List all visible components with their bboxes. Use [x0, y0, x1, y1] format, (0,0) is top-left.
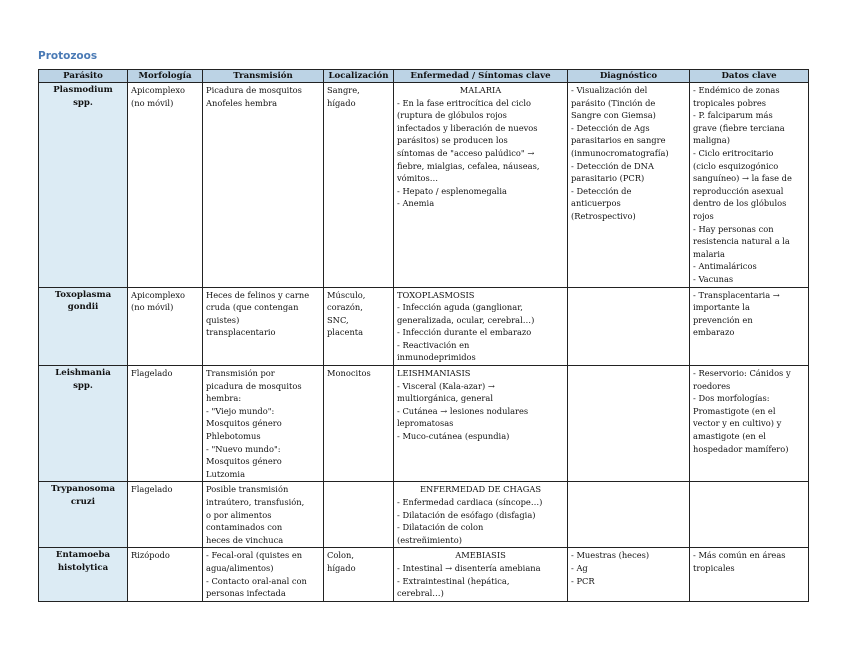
key-data-line: - Dos morfologías: [693, 393, 770, 404]
parasite-name-line: spp. [73, 97, 93, 108]
parasite-name-line: Leishmania [55, 368, 111, 379]
diagnosis-line: parasitarios en sangre [571, 135, 666, 146]
parasite-name-line: Entamoeba [55, 550, 111, 561]
parasite-cell [39, 548, 128, 601]
key-data-line: prevención en [693, 314, 753, 325]
location-line: hígado [327, 97, 356, 108]
table-row [39, 83, 809, 288]
disease-title: LEISHMANIASIS [397, 368, 471, 379]
key-data-line: - Transplacentaria → [693, 289, 780, 300]
transmission-line: personas infectada [206, 588, 286, 599]
key-data-line: resistencia natural a la [693, 236, 790, 247]
transmission-line: contaminados con [206, 522, 283, 533]
transmission-line: Picadura de mosquitos [206, 85, 302, 95]
disease-line: infectados y liberación de nuevos [397, 122, 538, 133]
disease-cell [394, 83, 568, 288]
location-cell [324, 83, 394, 288]
key-data-cell [690, 366, 809, 482]
transmission-line: - "Nuevo mundo": [206, 443, 281, 454]
location-cell [324, 366, 394, 482]
disease-line: inmunodeprimidos [397, 352, 476, 363]
morphology-line: Apicomplexo [131, 85, 186, 95]
transmission-line: Lutzomia [206, 468, 246, 479]
key-data-cell [690, 548, 809, 601]
column-header: Enfermedad / Síntomas clave [394, 70, 568, 83]
diagnosis-line: (Retrospectivo) [571, 210, 636, 221]
disease-line: - Dilatación de esófago (disfagia) [397, 509, 536, 520]
disease-line: - Enfermedad cardiaca (síncope…) [397, 497, 543, 507]
key-data-cell [690, 83, 809, 288]
disease-title: ENFERMEDAD DE CHAGAS [419, 484, 542, 495]
location-line: Sangre, [327, 85, 360, 95]
morphology-line: Flagelado [131, 484, 173, 495]
column-header: Datos clave [690, 70, 809, 83]
diagnosis-cell [568, 83, 690, 288]
location-line: corazón, [327, 302, 363, 313]
key-data-cell [690, 287, 809, 366]
disease-line: parásitos) se producen los [397, 135, 508, 146]
key-data-line: (ciclo esquizogónico [693, 160, 779, 171]
key-data-line: dentro de los glóbulos [693, 198, 787, 209]
key-data-line: tropicales [693, 562, 735, 573]
morphology-line: Apicomplexo [131, 289, 186, 300]
parasite-name-line: spp. [73, 380, 93, 391]
disease-line: (estreñimiento) [397, 534, 462, 545]
morphology-line: Flagelado [131, 368, 173, 379]
diagnosis-line: - Muestras (heces) [571, 550, 650, 561]
disease-line: - Anemia [397, 198, 435, 209]
disease-line: - Infección aguda (ganglionar, [397, 302, 523, 313]
transmission-line: o por alimentos [206, 509, 272, 520]
location-line: SNC, [327, 314, 349, 325]
location-line: hígado [327, 562, 356, 573]
location-cell [324, 482, 394, 548]
transmission-line: - Contacto oral-anal con [206, 575, 307, 586]
diagnosis-line: - Detección de DNA [571, 160, 654, 171]
transmission-line: Heces de felinos y carne [206, 289, 310, 300]
transmission-line: Posible transmisión [206, 484, 289, 495]
key-data-line: vector y en cultivo) y [693, 418, 782, 429]
transmission-cell [203, 366, 324, 482]
morphology-cell [128, 83, 203, 288]
diagnosis-cell [568, 366, 690, 482]
key-data-line: - Hay personas con [693, 223, 774, 234]
location-line: placenta [327, 327, 364, 338]
diagnosis-line: - Visualización del [571, 85, 648, 95]
parasite-cell [39, 482, 128, 548]
key-data-line: - Endémico de zonas [693, 85, 780, 95]
transmission-line: - Fecal-oral (quistes en [206, 550, 303, 561]
key-data-cell [690, 482, 809, 548]
transmission-cell [203, 287, 324, 366]
disease-line: síntomas de "acceso palúdico" → [397, 147, 535, 158]
diagnosis-line: Sangre con Giemsa) [571, 110, 656, 121]
disease-line: - En la fase eritrocítica del ciclo [397, 97, 531, 108]
transmission-line: quistes) [206, 314, 240, 325]
morphology-cell [128, 482, 203, 548]
key-data-line: maligna) [693, 135, 730, 146]
key-data-line: roedores [693, 380, 731, 391]
disease-line: fiebre, mialgias, cefalea, náuseas, [397, 160, 540, 171]
diagnosis-cell [568, 548, 690, 601]
disease-line: - Infección durante el embarazo [397, 327, 532, 338]
key-data-line: - Antimaláricos [693, 261, 757, 272]
diagnosis-line: - PCR [571, 575, 595, 586]
section-title: Protozoos [38, 50, 98, 62]
key-data-line: malaria [693, 248, 725, 259]
parasite-cell [39, 83, 128, 288]
parasite-cell [39, 366, 128, 482]
transmission-line: hembra: [206, 393, 242, 404]
diagnosis-line: parásito (Tinción de [571, 97, 656, 108]
disease-title: TOXOPLASMOSIS [397, 289, 475, 300]
table-row [39, 482, 809, 548]
disease-title: MALARIA [459, 85, 502, 95]
parasite-name-line: gondii [67, 302, 99, 313]
diagnosis-line: - Ag [571, 562, 588, 573]
diagnosis-cell [568, 482, 690, 548]
transmission-cell [203, 83, 324, 288]
diagnosis-line: anticuerpos [571, 198, 621, 209]
key-data-line: - P. falciparum más [693, 110, 773, 121]
column-header: Localización [324, 70, 394, 83]
transmission-line: heces de vinchuca [206, 534, 284, 545]
transmission-line: intraútero, transfusión, [206, 497, 305, 507]
table-row [39, 366, 809, 482]
diagnosis-line: (inmunocromatografía) [571, 147, 669, 158]
disease-title: AMEBIASIS [455, 550, 506, 561]
transmission-cell [203, 548, 324, 601]
disease-line: vómitos… [397, 173, 439, 184]
disease-cell [394, 287, 568, 366]
table-header-row [39, 70, 809, 83]
location-line: Colon, [327, 550, 354, 561]
morphology-cell [128, 548, 203, 601]
key-data-line: grave (fiebre terciana [693, 122, 785, 133]
disease-line: - Extraintestinal (hepática, [397, 575, 510, 586]
parasite-name-line: cruzi [70, 497, 96, 507]
table-row [39, 287, 809, 366]
key-data-line: - Ciclo eritrocitario [693, 147, 774, 158]
key-data-line: reproducción asexual [693, 185, 784, 196]
disease-line: - Hepato / esplenomegalia [397, 185, 507, 196]
disease-line: cerebral…) [397, 588, 444, 599]
disease-line: - Reactivación en [397, 339, 470, 350]
morphology-line: Rizópodo [131, 550, 170, 561]
location-line: Músculo, [327, 289, 366, 300]
disease-line: - Intestinal → disentería amebiana [397, 562, 541, 573]
parasite-name-line: histolytica [57, 562, 109, 573]
morphology-line: (no móvil) [131, 97, 174, 108]
key-data-line: amastigote (en el [693, 431, 766, 442]
key-data-line: embarazo [693, 327, 735, 338]
disease-line: - Cutánea → lesiones nodulares [397, 405, 529, 416]
location-line: Monocitos [327, 368, 371, 379]
disease-cell [394, 482, 568, 548]
column-header: Diagnóstico [568, 70, 690, 83]
column-header: Morfología [128, 70, 203, 83]
table-row [39, 548, 809, 601]
column-header: Parásito [39, 70, 128, 83]
transmission-line: transplacentario [206, 327, 276, 338]
key-data-line: Promastigote (en el [693, 405, 776, 416]
key-data-line: importante la [693, 302, 750, 313]
disease-cell [394, 548, 568, 601]
location-cell [324, 287, 394, 366]
protozoa-table [38, 69, 809, 602]
transmission-line: picadura de mosquitos [206, 380, 302, 391]
diagnosis-line: - Detección de Ags [571, 122, 650, 133]
key-data-line: rojos [693, 210, 714, 221]
column-header: Transmisión [203, 70, 324, 83]
key-data-line: tropicales pobres [693, 97, 767, 108]
key-data-line: - Reservorio: Cánidos y [693, 368, 791, 379]
transmission-line: cruda (que contengan [206, 302, 299, 313]
key-data-line: sanguíneo) → la fase de [693, 173, 792, 184]
transmission-line: Transmisión por [206, 368, 275, 379]
transmission-line: Anofeles hembra [206, 97, 278, 108]
parasite-name-line: Toxoplasma [54, 289, 112, 300]
transmission-cell [203, 482, 324, 548]
disease-line: generalizada, ocular, cerebral…) [397, 314, 535, 325]
diagnosis-line: parasitario (PCR) [571, 173, 645, 184]
location-cell [324, 548, 394, 601]
diagnosis-line: - Detección de [571, 185, 632, 196]
parasite-cell [39, 287, 128, 366]
parasite-name-line: Trypanosoma [50, 484, 116, 495]
transmission-line: Mosquitos género [206, 456, 282, 467]
disease-line: (ruptura de glóbulos rojos [397, 110, 507, 121]
morphology-line: (no móvil) [131, 302, 174, 313]
transmission-line: - "Viejo mundo": [206, 405, 275, 416]
disease-line: multiorgánica, general [397, 393, 493, 404]
transmission-line: agua/alimentos) [206, 562, 274, 573]
diagnosis-cell [568, 287, 690, 366]
transmission-line: Phlebotomus [206, 431, 261, 442]
parasite-name-line: Plasmodium [53, 85, 113, 95]
disease-line: - Visceral (Kala-azar) → [397, 380, 495, 391]
morphology-cell [128, 366, 203, 482]
disease-line: - Muco-cutánea (espundia) [397, 431, 510, 442]
disease-line: - Dilatación de colon [397, 522, 484, 533]
key-data-line: - Vacunas [693, 273, 734, 284]
key-data-line: hospedador mamífero) [693, 443, 789, 454]
disease-cell [394, 366, 568, 482]
disease-line: lepromatosas [397, 418, 454, 429]
morphology-cell [128, 287, 203, 366]
key-data-line: - Más común en áreas [693, 550, 786, 561]
transmission-line: Mosquitos género [206, 418, 282, 429]
